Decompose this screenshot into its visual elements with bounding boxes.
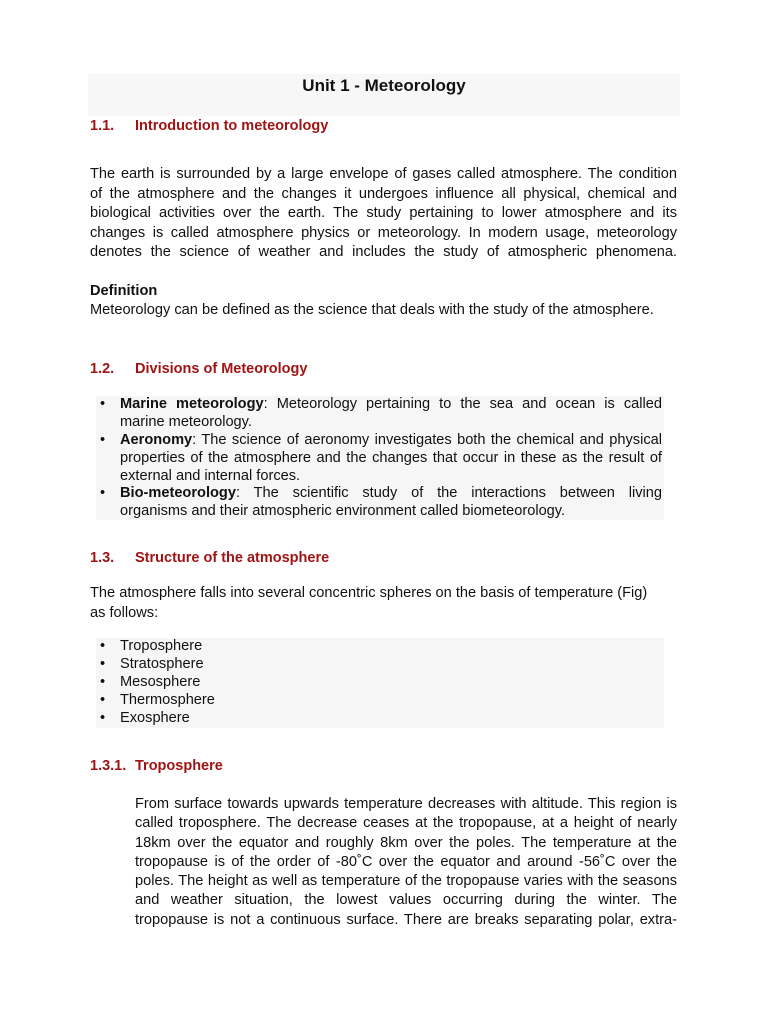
paragraph-line: of the atmosphere and the changes it undergoes influence all physical, chemical and: [90, 185, 677, 202]
structure-paragraph: [90, 584, 666, 623]
division-text: organisms and their atmospheric environment called biometeorology.: [120, 502, 566, 519]
bullet: •: [100, 710, 106, 726]
sphere-name: Mesosphere: [120, 674, 201, 690]
paragraph-line: as follows:: [90, 604, 159, 621]
section-number: 1.2.: [90, 361, 115, 377]
bullet: •: [100, 656, 106, 672]
section-number: 1.1.: [90, 118, 115, 134]
section-heading-1-3-1: [90, 757, 223, 775]
section-title: Introduction to meteorology: [135, 118, 329, 134]
division-term: Aeronomy: [120, 432, 193, 448]
paragraph-line: From surface towards upwards temperature decreases with altitude. This region is: [135, 796, 677, 812]
division-text: marine meteorology.: [120, 413, 252, 430]
paragraph-line: denotes the science of weather and includes the study of atmospheric phenomena.: [90, 244, 677, 260]
division-term: Bio-meteorology: [120, 485, 236, 501]
section-number: 1.3.1.: [90, 758, 127, 774]
bullet: •: [100, 638, 106, 654]
division-text: : The scientific study of the interactions between living: [235, 485, 662, 501]
spheres-list: [96, 638, 664, 728]
section-number: 1.3.: [90, 550, 115, 566]
sphere-name: Stratosphere: [120, 656, 204, 672]
section-title: Structure of the atmosphere: [135, 550, 330, 566]
division-text: : The science of aeronomy investigates both the chemical and physical: [192, 432, 662, 448]
troposphere-paragraph: [135, 795, 677, 930]
divisions-list: [96, 396, 664, 520]
bullet: •: [100, 396, 106, 412]
section-heading-1-1: [90, 117, 328, 135]
paragraph-line: changes is called atmosphere physics or meteorology. In modern usage, meteorology: [90, 224, 677, 241]
page-title: Unit 1 - Meteorology: [302, 76, 466, 95]
sphere-name: Exosphere: [120, 710, 190, 726]
section-title: Divisions of Meteorology: [135, 361, 308, 377]
division-text: : Meteorology pertaining to the sea and ocean is called: [263, 396, 662, 412]
paragraph-line: and weather situation, the lowest values occurring during the winter. The: [135, 892, 677, 909]
paragraph-line: biological activities over the earth. The study pertaining to lower atmosphere and its: [90, 205, 677, 221]
bullet: •: [100, 674, 106, 690]
bullet: •: [100, 692, 106, 708]
section-title: Troposphere: [135, 758, 223, 774]
bullet: •: [100, 485, 106, 501]
bullet: •: [100, 432, 106, 448]
definition-heading: Definition: [90, 283, 158, 299]
paragraph-line: The atmosphere falls into several concentric spheres on the basis of temperature (Fig): [90, 585, 648, 601]
section-heading-1-2: [90, 360, 307, 378]
paragraph-line: tropopause is of the order of -80˚C over the equator and around -56˚C over the: [135, 853, 677, 870]
division-term: Marine meteorology: [120, 396, 264, 412]
paragraph-line: called troposphere. The decrease ceases at the tropopause, at a height of nearly: [135, 815, 677, 832]
paragraph-line: The earth is surrounded by a large envelope of gases called atmosphere. The condition: [90, 166, 677, 182]
division-text: external and internal forces.: [120, 467, 301, 484]
division-text: properties of the atmosphere and the changes that occur in these as the result of: [120, 449, 662, 466]
sphere-name: Thermosphere: [120, 692, 215, 708]
sphere-name: Troposphere: [120, 638, 203, 654]
paragraph-line: tropopause is not a continuous surface. There are breaks separating polar, extra-: [135, 911, 677, 928]
intro-paragraph: [90, 165, 677, 263]
section-heading-1-3: [90, 549, 329, 567]
paragraph-line: 18km over the equator and roughly 8km over the poles. The temperature at the: [135, 834, 677, 851]
definition-text: Meteorology can be defined as the science that deals with the study of the atmosphere.: [90, 302, 654, 318]
paragraph-line: poles. The height as well as temperature of the tropopause varies with the seasons: [135, 873, 677, 890]
